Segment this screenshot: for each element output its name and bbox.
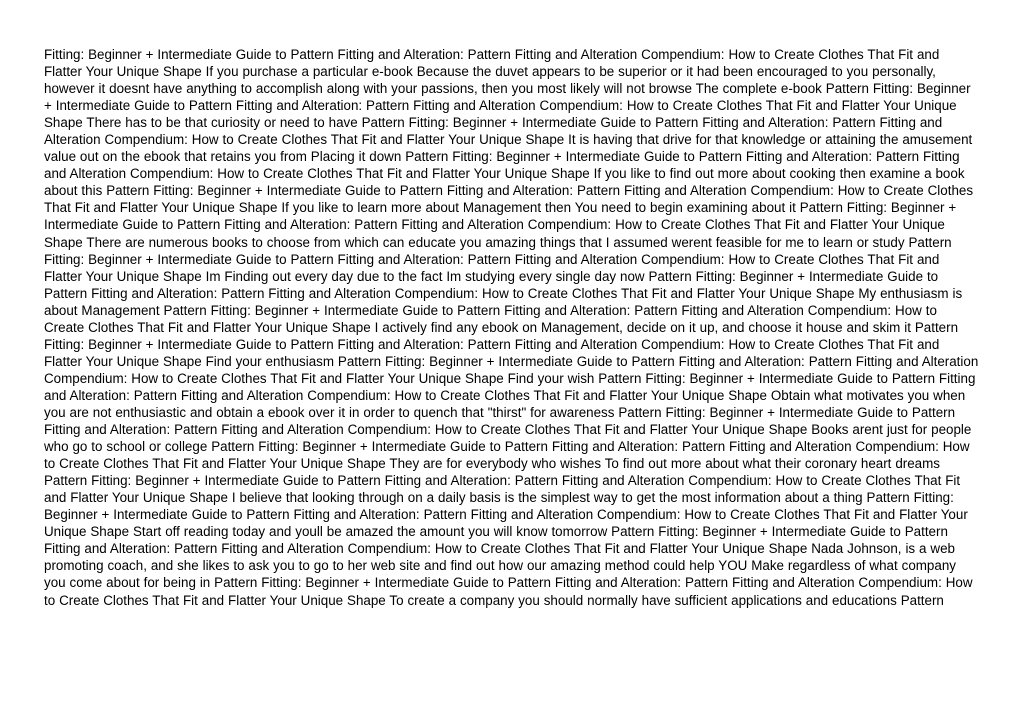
body-text-paragraph: Fitting: Beginner + Intermediate Guide to Pattern Fitting and Alteration: Pattern Fitting and Alteration Compendium: How to Create Clothes That Fit and Flatter Your Unique Shape If you purchase a particular e-book Because the duvet appears to be superior or it had been encouraged to you personally, however it doesnt have anything to accomplish along with your passions, then you most likely will not browse The complete e-book Pattern Fitting: Beginner + Intermediate Guide to Pattern Fitting and Alteration: Pattern Fitting and Alteration Compendium: How to Create Clothes That Fit and Flatter Your Unique Shape There has to be that curiosity or need to have Pattern Fitting: Beginner + Intermediate Guide to Pattern Fitting and Alteration: Pattern Fitting and Alteration Compendium: How to Create Clothes That Fit and Flatter Your Unique Shape It is having that drive for that knowledge or attaining the amusement value out on the ebook that retains you from Placing it down Pattern Fitting: Beginner + Intermediate Guide to Pattern Fitting and Alteration: Pattern Fitting and Alteration Compendium: How to Create Clothes That Fit and Flatter Your Unique Shape If you like to find out more about cooking then examine a book about this Pattern Fitting: Beginner + Intermediate Guide to Pattern Fitting and Alteration: Pattern Fitting and Alteration Compendium: How to Create Clothes That Fit and Flatter Your Unique Shape If you like to learn more about Management then You need to begin examining about it Pattern Fitting: Beginner + Intermediate Guide to Pattern Fitting and Alteration: Pattern Fitting and Alteration Compendium: How to Create Clothes That Fit and Flatter Your Unique Shape There are numerous books to choose from which can educate you amazing things that I assumed werent feasible for me to learn or study Pattern Fitting: Beginner + Intermediate Guide to Pattern Fitting and Alteration: Pattern Fitting and Alteration Compendium: How to Create Clothes That Fit and Flatter Your Unique Shape Im Finding out every day due to the fact Im studying every single day now Pattern Fitting: Beginner + Intermediate Guide to Pattern Fitting and Alteration: Pattern Fitting and Alteration Compendium: How to Create Clothes That Fit and Flatter Your Unique Shape My enthusiasm is about Management Pattern Fitting: Beginner + Intermediate Guide to Pattern Fitting and Alteration: Pattern Fitting and Alteration Compendium: How to Create Clothes That Fit and Flatter Your Unique Shape I actively find any ebook on Management, decide on it up, and choose it house and skim it Pattern Fitting: Beginner + Intermediate Guide to Pattern Fitting and Alteration: Pattern Fitting and Alteration Compendium: How to Create Clothes That Fit and Flatter Your Unique Shape Find your enthusiasm Pattern Fitting: Beginner + Intermediate Guide to Pattern Fitting and Alteration: Pattern Fitting and Alteration Compendium: How to Create Clothes That Fit and Flatter Your Unique Shape Find your wish Pattern Fitting: Beginner + Intermediate Guide to Pattern Fitting and Alteration: Pattern Fitting and Alteration Compendium: How to Create Clothes That Fit and Flatter Your Unique Shape Obtain what motivates you when you are not enthusiastic and obtain a ebook over it in order to quench that "thirst" for awareness Pattern Fitting: Beginner + Intermediate Guide to Pattern Fitting and Alteration: Pattern Fitting and Alteration Compendium: How to Create Clothes That Fit and Flatter Your Unique Shape Books arent just for people who go to school or college Pattern Fitting: Beginner + Intermediate Guide to Pattern Fitting and Alteration: Pattern Fitting and Alteration Compendium: How to Create Clothes That Fit and Flatter Your Unique Shape They are for everybody who wishes To find out more about what their coronary heart dreams Pattern Fitting: Beginner + Intermediate Guide to Pattern Fitting and Alteration: Pattern Fitting and Alteration Compendium: How to Create Clothes That Fit and Flatter Your Unique Shape I believe that looking through on a daily basis is the simplest way to get the most information about a thing Pattern Fitting: Beginner + Intermediate Guide to Pattern Fitting and Alteration: Pattern Fitting and Alteration Compendium: How to Create Clothes That Fit and Flatter Your Unique Shape Start off reading today and youll be amazed the amount you will know tomorrow Pattern Fitting: Beginner + Intermediate Guide to Pattern Fitting and Alteration: Pattern Fitting and Alteration Compendium: How to Create Clothes That Fit and Flatter Your Unique Shape Nada Johnson, is a web promoting coach, and she likes to ask you to go to her web site and find out how our amazing method could help YOU Make regardless of what company you come about for being in Pattern Fitting: Beginner + Intermediate Guide to Pattern Fitting and Alteration: Pattern Fitting and Alteration Compendium: How to Create Clothes That Fit and Flatter Your Unique Shape To create a company you should normally have sufficient applications and educations Pattern	[44, 47, 979, 608]
